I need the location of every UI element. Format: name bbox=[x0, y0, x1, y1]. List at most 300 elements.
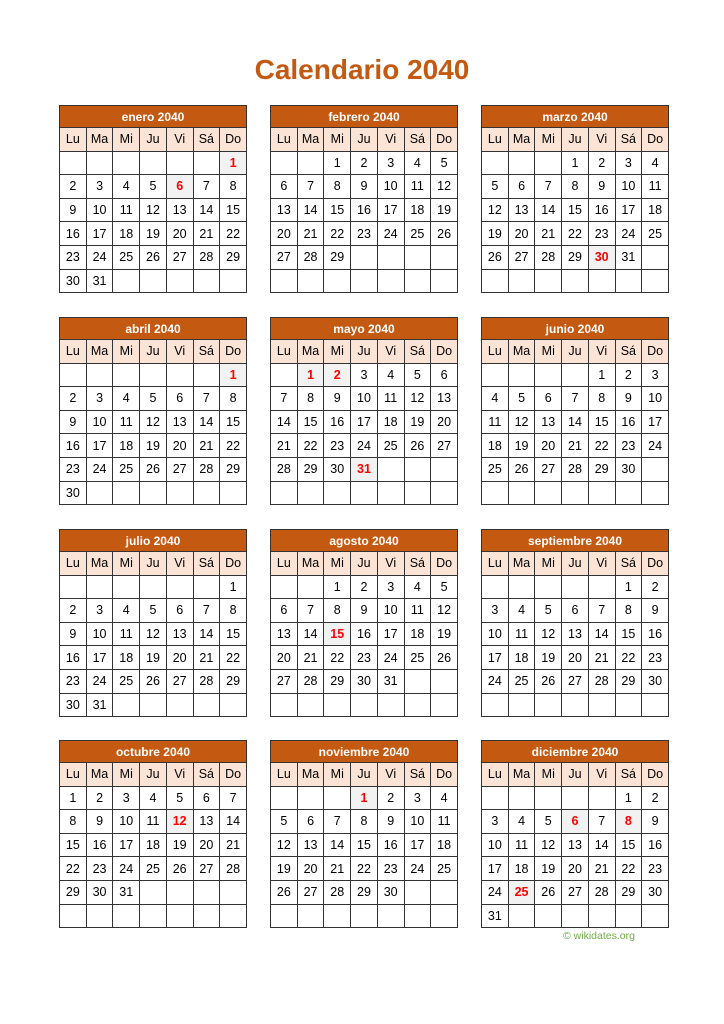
day-cell: 14 bbox=[220, 810, 247, 834]
day-cell: 23 bbox=[588, 222, 615, 246]
empty-day-cell bbox=[60, 363, 87, 387]
day-cell: 17 bbox=[86, 434, 113, 458]
empty-day-cell bbox=[166, 575, 193, 599]
weekday-header: Do bbox=[642, 128, 669, 152]
weekday-header: Sá bbox=[193, 340, 220, 364]
day-cell: 12 bbox=[535, 833, 562, 857]
day-cell: 3 bbox=[86, 175, 113, 199]
weekday-header: Sá bbox=[615, 340, 642, 364]
empty-day-cell bbox=[508, 151, 535, 175]
day-cell: 11 bbox=[431, 810, 458, 834]
day-cell: 30 bbox=[642, 669, 669, 693]
day-cell: 10 bbox=[642, 387, 669, 411]
holiday-day-cell: 1 bbox=[297, 363, 324, 387]
weekday-header: Ju bbox=[140, 763, 167, 787]
day-cell: 25 bbox=[404, 222, 431, 246]
day-cell: 21 bbox=[193, 434, 220, 458]
day-cell: 27 bbox=[508, 245, 535, 269]
day-cell: 30 bbox=[377, 880, 404, 904]
empty-day-cell bbox=[351, 269, 378, 293]
day-cell: 2 bbox=[642, 786, 669, 810]
empty-day-cell bbox=[297, 151, 324, 175]
empty-day-cell bbox=[615, 269, 642, 293]
day-cell: 5 bbox=[140, 599, 167, 623]
weekday-header: Mi bbox=[113, 552, 140, 576]
day-cell: 28 bbox=[588, 669, 615, 693]
day-cell: 4 bbox=[377, 363, 404, 387]
day-cell: 11 bbox=[642, 175, 669, 199]
day-cell: 14 bbox=[193, 198, 220, 222]
day-cell: 1 bbox=[324, 151, 351, 175]
day-cell: 8 bbox=[588, 387, 615, 411]
day-cell: 21 bbox=[193, 646, 220, 670]
day-cell: 12 bbox=[482, 198, 509, 222]
empty-day-cell bbox=[377, 457, 404, 481]
day-cell: 2 bbox=[86, 786, 113, 810]
month-table bbox=[270, 105, 458, 293]
weekday-header: Mi bbox=[113, 128, 140, 152]
day-cell: 6 bbox=[271, 175, 298, 199]
day-cell: 17 bbox=[642, 410, 669, 434]
empty-day-cell bbox=[588, 786, 615, 810]
day-cell: 8 bbox=[297, 387, 324, 411]
page-title: Calendario 2040 bbox=[254, 54, 470, 85]
month-title: septiembre 2040 bbox=[482, 530, 669, 552]
day-cell: 27 bbox=[271, 669, 298, 693]
day-cell: 16 bbox=[60, 646, 87, 670]
empty-day-cell bbox=[431, 669, 458, 693]
day-cell: 8 bbox=[562, 175, 589, 199]
day-cell: 3 bbox=[86, 599, 113, 623]
day-cell: 19 bbox=[140, 646, 167, 670]
day-cell: 6 bbox=[166, 387, 193, 411]
empty-day-cell bbox=[140, 363, 167, 387]
weekday-header: Do bbox=[431, 763, 458, 787]
day-cell: 22 bbox=[615, 646, 642, 670]
day-cell: 7 bbox=[193, 175, 220, 199]
day-cell: 7 bbox=[193, 599, 220, 623]
empty-day-cell bbox=[193, 904, 220, 928]
month-title: agosto 2040 bbox=[271, 530, 458, 552]
day-cell: 3 bbox=[377, 575, 404, 599]
weekday-header: Mi bbox=[113, 763, 140, 787]
day-cell: 5 bbox=[404, 363, 431, 387]
month-table bbox=[481, 105, 669, 293]
empty-day-cell bbox=[642, 245, 669, 269]
empty-day-cell bbox=[588, 481, 615, 505]
day-cell: 29 bbox=[351, 880, 378, 904]
day-cell: 5 bbox=[508, 387, 535, 411]
day-cell: 9 bbox=[642, 810, 669, 834]
day-cell: 14 bbox=[588, 833, 615, 857]
empty-day-cell bbox=[377, 693, 404, 717]
empty-day-cell bbox=[482, 481, 509, 505]
empty-day-cell bbox=[297, 786, 324, 810]
day-cell: 7 bbox=[588, 599, 615, 623]
day-cell: 21 bbox=[324, 857, 351, 881]
day-cell: 10 bbox=[377, 175, 404, 199]
day-cell: 25 bbox=[508, 669, 535, 693]
weekday-header: Ma bbox=[86, 763, 113, 787]
weekday-header: Sá bbox=[404, 763, 431, 787]
empty-day-cell bbox=[140, 269, 167, 293]
empty-day-cell bbox=[377, 481, 404, 505]
weekday-header: Lu bbox=[482, 340, 509, 364]
day-cell: 21 bbox=[297, 222, 324, 246]
weekday-header: Do bbox=[220, 763, 247, 787]
day-cell: 9 bbox=[377, 810, 404, 834]
day-cell: 9 bbox=[60, 622, 87, 646]
empty-day-cell bbox=[404, 269, 431, 293]
day-cell: 2 bbox=[642, 575, 669, 599]
day-cell: 24 bbox=[615, 222, 642, 246]
empty-day-cell bbox=[482, 575, 509, 599]
weekday-header: Do bbox=[431, 128, 458, 152]
day-cell: 4 bbox=[431, 786, 458, 810]
day-cell: 8 bbox=[351, 810, 378, 834]
day-cell: 26 bbox=[271, 880, 298, 904]
day-cell: 24 bbox=[86, 245, 113, 269]
day-cell: 2 bbox=[60, 387, 87, 411]
day-cell: 8 bbox=[220, 599, 247, 623]
day-cell: 26 bbox=[166, 857, 193, 881]
day-cell: 20 bbox=[508, 222, 535, 246]
holiday-day-cell: 6 bbox=[562, 810, 589, 834]
day-cell: 27 bbox=[297, 880, 324, 904]
day-cell: 20 bbox=[166, 434, 193, 458]
day-cell: 20 bbox=[271, 222, 298, 246]
day-cell: 11 bbox=[113, 622, 140, 646]
weekday-header: Ju bbox=[562, 552, 589, 576]
day-cell: 1 bbox=[588, 363, 615, 387]
day-cell: 13 bbox=[562, 833, 589, 857]
weekday-header: Ju bbox=[562, 128, 589, 152]
day-cell: 4 bbox=[482, 387, 509, 411]
weekday-header: Ma bbox=[297, 128, 324, 152]
day-cell: 23 bbox=[615, 434, 642, 458]
day-cell: 16 bbox=[377, 833, 404, 857]
day-cell: 19 bbox=[535, 857, 562, 881]
empty-day-cell bbox=[535, 269, 562, 293]
weekday-header: Vi bbox=[377, 552, 404, 576]
weekday-header: Vi bbox=[166, 552, 193, 576]
day-cell: 23 bbox=[60, 669, 87, 693]
day-cell: 30 bbox=[60, 269, 87, 293]
day-cell: 13 bbox=[166, 198, 193, 222]
empty-day-cell bbox=[166, 363, 193, 387]
day-cell: 29 bbox=[324, 245, 351, 269]
day-cell: 2 bbox=[60, 175, 87, 199]
day-cell: 28 bbox=[297, 669, 324, 693]
weekday-header: Ma bbox=[297, 763, 324, 787]
day-cell: 1 bbox=[60, 786, 87, 810]
day-cell: 24 bbox=[482, 669, 509, 693]
weekday-header: Ma bbox=[297, 552, 324, 576]
weekday-header: Ma bbox=[508, 340, 535, 364]
holiday-day-cell: 1 bbox=[220, 151, 247, 175]
empty-day-cell bbox=[431, 880, 458, 904]
weekday-header: Sá bbox=[193, 128, 220, 152]
weekday-header: Lu bbox=[482, 763, 509, 787]
day-cell: 28 bbox=[193, 457, 220, 481]
day-cell: 11 bbox=[140, 810, 167, 834]
day-cell: 21 bbox=[220, 833, 247, 857]
weekday-header: Sá bbox=[404, 340, 431, 364]
weekday-header: Vi bbox=[377, 340, 404, 364]
empty-day-cell bbox=[60, 904, 87, 928]
day-cell: 27 bbox=[166, 457, 193, 481]
day-cell: 26 bbox=[535, 669, 562, 693]
day-cell: 10 bbox=[377, 599, 404, 623]
day-cell: 15 bbox=[615, 833, 642, 857]
day-cell: 1 bbox=[615, 575, 642, 599]
empty-day-cell bbox=[193, 481, 220, 505]
empty-day-cell bbox=[642, 457, 669, 481]
day-cell: 31 bbox=[86, 269, 113, 293]
weekday-header: Lu bbox=[271, 340, 298, 364]
empty-day-cell bbox=[404, 481, 431, 505]
day-cell: 6 bbox=[431, 363, 458, 387]
empty-day-cell bbox=[562, 363, 589, 387]
empty-day-cell bbox=[271, 151, 298, 175]
empty-day-cell bbox=[271, 481, 298, 505]
day-cell: 22 bbox=[220, 222, 247, 246]
day-cell: 20 bbox=[562, 646, 589, 670]
empty-day-cell bbox=[86, 904, 113, 928]
day-cell: 28 bbox=[193, 245, 220, 269]
day-cell: 1 bbox=[562, 151, 589, 175]
day-cell: 23 bbox=[351, 222, 378, 246]
day-cell: 26 bbox=[482, 245, 509, 269]
month-table bbox=[59, 529, 247, 717]
weekday-header: Ju bbox=[562, 763, 589, 787]
empty-day-cell bbox=[166, 693, 193, 717]
weekday-header: Ju bbox=[351, 763, 378, 787]
day-cell: 25 bbox=[113, 669, 140, 693]
weekday-header: Lu bbox=[271, 128, 298, 152]
empty-day-cell bbox=[535, 363, 562, 387]
day-cell: 6 bbox=[297, 810, 324, 834]
day-cell: 7 bbox=[297, 175, 324, 199]
day-cell: 8 bbox=[615, 599, 642, 623]
weekday-header: Ma bbox=[508, 552, 535, 576]
day-cell: 20 bbox=[166, 646, 193, 670]
weekday-header: Mi bbox=[324, 552, 351, 576]
empty-day-cell bbox=[220, 880, 247, 904]
day-cell: 21 bbox=[271, 434, 298, 458]
empty-day-cell bbox=[482, 693, 509, 717]
day-cell: 25 bbox=[642, 222, 669, 246]
day-cell: 13 bbox=[508, 198, 535, 222]
day-cell: 11 bbox=[113, 410, 140, 434]
day-cell: 22 bbox=[351, 857, 378, 881]
empty-day-cell bbox=[324, 269, 351, 293]
day-cell: 15 bbox=[615, 622, 642, 646]
day-cell: 13 bbox=[193, 810, 220, 834]
weekday-header: Do bbox=[642, 763, 669, 787]
day-cell: 18 bbox=[482, 434, 509, 458]
empty-day-cell bbox=[113, 575, 140, 599]
empty-day-cell bbox=[431, 457, 458, 481]
day-cell: 9 bbox=[588, 175, 615, 199]
day-cell: 3 bbox=[377, 151, 404, 175]
day-cell: 22 bbox=[562, 222, 589, 246]
day-cell: 14 bbox=[193, 410, 220, 434]
day-cell: 22 bbox=[297, 434, 324, 458]
day-cell: 27 bbox=[193, 857, 220, 881]
empty-day-cell bbox=[588, 575, 615, 599]
day-cell: 3 bbox=[404, 786, 431, 810]
day-cell: 26 bbox=[431, 646, 458, 670]
day-cell: 26 bbox=[535, 880, 562, 904]
empty-day-cell bbox=[271, 786, 298, 810]
day-cell: 31 bbox=[615, 245, 642, 269]
empty-day-cell bbox=[193, 880, 220, 904]
weekday-header: Do bbox=[220, 128, 247, 152]
empty-day-cell bbox=[588, 693, 615, 717]
day-cell: 25 bbox=[140, 857, 167, 881]
empty-day-cell bbox=[482, 269, 509, 293]
day-cell: 29 bbox=[324, 669, 351, 693]
day-cell: 13 bbox=[431, 387, 458, 411]
month-title: noviembre 2040 bbox=[271, 741, 458, 763]
day-cell: 26 bbox=[140, 457, 167, 481]
day-cell: 12 bbox=[140, 198, 167, 222]
day-cell: 16 bbox=[60, 434, 87, 458]
weekday-header: Lu bbox=[60, 763, 87, 787]
day-cell: 23 bbox=[642, 857, 669, 881]
empty-day-cell bbox=[113, 151, 140, 175]
day-cell: 29 bbox=[562, 245, 589, 269]
day-cell: 13 bbox=[562, 622, 589, 646]
empty-day-cell bbox=[431, 481, 458, 505]
holiday-day-cell: 25 bbox=[508, 880, 535, 904]
day-cell: 20 bbox=[271, 646, 298, 670]
day-cell: 14 bbox=[562, 410, 589, 434]
day-cell: 23 bbox=[60, 457, 87, 481]
holiday-day-cell: 31 bbox=[351, 457, 378, 481]
day-cell: 19 bbox=[431, 622, 458, 646]
weekday-header: Mi bbox=[113, 340, 140, 364]
weekday-header: Ju bbox=[351, 552, 378, 576]
empty-day-cell bbox=[482, 151, 509, 175]
empty-day-cell bbox=[140, 481, 167, 505]
day-cell: 25 bbox=[113, 457, 140, 481]
holiday-day-cell: 8 bbox=[615, 810, 642, 834]
day-cell: 16 bbox=[642, 622, 669, 646]
day-cell: 29 bbox=[220, 457, 247, 481]
empty-day-cell bbox=[562, 575, 589, 599]
empty-day-cell bbox=[508, 904, 535, 928]
empty-day-cell bbox=[642, 481, 669, 505]
empty-day-cell bbox=[297, 269, 324, 293]
empty-day-cell bbox=[642, 904, 669, 928]
weekday-header: Mi bbox=[535, 552, 562, 576]
empty-day-cell bbox=[508, 363, 535, 387]
empty-day-cell bbox=[377, 904, 404, 928]
day-cell: 22 bbox=[615, 857, 642, 881]
weekday-header: Do bbox=[431, 340, 458, 364]
empty-day-cell bbox=[86, 151, 113, 175]
weekday-header: Ma bbox=[508, 763, 535, 787]
day-cell: 22 bbox=[220, 646, 247, 670]
day-cell: 24 bbox=[377, 222, 404, 246]
empty-day-cell bbox=[377, 269, 404, 293]
weekday-header: Ju bbox=[140, 340, 167, 364]
weekday-header: Lu bbox=[60, 552, 87, 576]
empty-day-cell bbox=[297, 481, 324, 505]
weekday-header: Vi bbox=[588, 552, 615, 576]
empty-day-cell bbox=[431, 245, 458, 269]
day-cell: 3 bbox=[482, 599, 509, 623]
day-cell: 17 bbox=[482, 646, 509, 670]
day-cell: 18 bbox=[113, 222, 140, 246]
empty-day-cell bbox=[562, 269, 589, 293]
weekday-header: Sá bbox=[615, 763, 642, 787]
weekday-header: Ju bbox=[351, 340, 378, 364]
day-cell: 9 bbox=[86, 810, 113, 834]
day-cell: 19 bbox=[166, 833, 193, 857]
empty-day-cell bbox=[404, 245, 431, 269]
day-cell: 30 bbox=[351, 669, 378, 693]
day-cell: 4 bbox=[140, 786, 167, 810]
day-cell: 9 bbox=[351, 599, 378, 623]
day-cell: 11 bbox=[482, 410, 509, 434]
day-cell: 26 bbox=[140, 245, 167, 269]
day-cell: 17 bbox=[351, 410, 378, 434]
day-cell: 2 bbox=[351, 575, 378, 599]
empty-day-cell bbox=[642, 269, 669, 293]
day-cell: 18 bbox=[431, 833, 458, 857]
day-cell: 18 bbox=[404, 198, 431, 222]
day-cell: 15 bbox=[220, 198, 247, 222]
day-cell: 14 bbox=[535, 198, 562, 222]
weekday-header: Vi bbox=[588, 340, 615, 364]
empty-day-cell bbox=[431, 693, 458, 717]
empty-day-cell bbox=[562, 786, 589, 810]
day-cell: 10 bbox=[86, 198, 113, 222]
day-cell: 22 bbox=[324, 646, 351, 670]
weekday-header: Mi bbox=[535, 128, 562, 152]
day-cell: 31 bbox=[377, 669, 404, 693]
month-title: junio 2040 bbox=[482, 318, 669, 340]
empty-day-cell bbox=[615, 904, 642, 928]
empty-day-cell bbox=[60, 575, 87, 599]
day-cell: 24 bbox=[482, 880, 509, 904]
day-cell: 19 bbox=[508, 434, 535, 458]
day-cell: 10 bbox=[404, 810, 431, 834]
day-cell: 6 bbox=[508, 175, 535, 199]
empty-day-cell bbox=[535, 151, 562, 175]
day-cell: 7 bbox=[588, 810, 615, 834]
day-cell: 13 bbox=[535, 410, 562, 434]
day-cell: 23 bbox=[60, 245, 87, 269]
empty-day-cell bbox=[60, 151, 87, 175]
day-cell: 26 bbox=[508, 457, 535, 481]
empty-day-cell bbox=[113, 904, 140, 928]
day-cell: 27 bbox=[562, 880, 589, 904]
empty-day-cell bbox=[535, 786, 562, 810]
day-cell: 17 bbox=[86, 646, 113, 670]
day-cell: 4 bbox=[113, 599, 140, 623]
empty-day-cell bbox=[297, 904, 324, 928]
empty-day-cell bbox=[297, 693, 324, 717]
empty-day-cell bbox=[324, 786, 351, 810]
weekday-header: Lu bbox=[482, 552, 509, 576]
weekday-header: Ju bbox=[562, 340, 589, 364]
day-cell: 3 bbox=[351, 363, 378, 387]
day-cell: 24 bbox=[377, 646, 404, 670]
